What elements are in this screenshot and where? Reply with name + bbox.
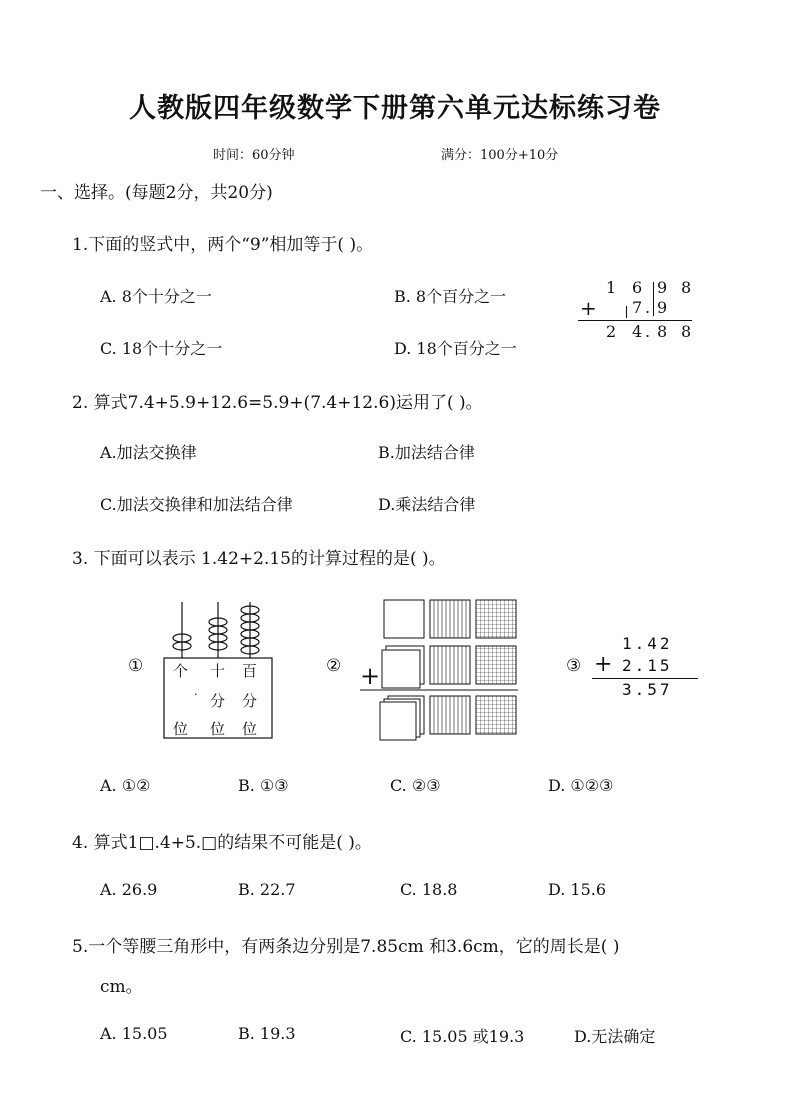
question-5-stem: 5.一个等腰三角形中，有两条边分别是7.85cm 和3.6cm，它的周长是( ) [72, 937, 620, 957]
question-4-stem: 4. 算式1□.4+5.□的结果不可能是( )。 [72, 833, 372, 853]
abacus-label: 分 [210, 692, 226, 710]
abacus-label: 位 [210, 720, 226, 738]
q2-option-b: B.加法结合律 [378, 443, 475, 462]
abacus-label: 个 [173, 662, 189, 680]
figure-3-addend-2: 2.15 [622, 656, 673, 675]
q2-option-a: A.加法交换律 [100, 443, 197, 462]
figure-1-marker: ① [128, 656, 144, 676]
q1-digit: 8 [681, 322, 692, 341]
q1-digit: 9 [657, 298, 668, 317]
q1-circle-marker [626, 306, 627, 318]
q1-digit: 1 [606, 278, 617, 297]
figure-2-plus-sign: + [360, 662, 381, 690]
q1-digit: . [645, 298, 651, 317]
abacus-decimal-point: · [194, 688, 198, 701]
q1-digit: 8 [657, 322, 668, 341]
q1-digit: 7 [632, 298, 643, 317]
q1-option-d: D. 18个百分之一 [394, 339, 517, 358]
abacus-label: 百 [242, 662, 258, 680]
q1-option-c: C. 18个十分之一 [100, 339, 223, 358]
section-heading: 一、选择。(每题2分，共20分) [40, 183, 273, 203]
q3-option-a: A. ①② [100, 776, 151, 795]
q1-digit: 8 [681, 278, 692, 297]
q2-option-c: C.加法交换律和加法结合律 [100, 495, 293, 514]
q4-option-b: B. 22.7 [238, 880, 296, 899]
question-2-stem: 2. 算式7.4+5.9+12.6=5.9+(7.4+12.6)运用了( )。 [72, 393, 483, 413]
q1-option-b: B. 8个百分之一 [394, 287, 507, 306]
figure-3-sum-line [592, 678, 698, 679]
question-1-stem: 1.下面的竖式中，两个“9”相加等于( )。 [72, 235, 374, 255]
q1-circle-marker [653, 282, 654, 316]
q1-plus-sign: + [580, 296, 597, 320]
q1-digit: . [645, 322, 651, 341]
base-ten-blocks-figure [356, 596, 526, 742]
abacus-label: 位 [173, 720, 189, 738]
q3-option-c: C. ②③ [390, 776, 441, 795]
q4-option-c: C. 18.8 [400, 880, 458, 899]
q1-digit: 9 [657, 278, 668, 297]
abacus-label: 分 [242, 692, 258, 710]
q5-option-c: C. 15.05 或19.3 [400, 1027, 525, 1046]
time-limit: 时间：60分钟 [213, 148, 295, 163]
full-score: 满分：100分+10分 [441, 148, 559, 163]
q1-digit: 4 [632, 322, 643, 341]
question-3-stem: 3. 下面可以表示 1.42+2.15的计算过程的是( )。 [72, 549, 446, 569]
q4-option-a: A. 26.9 [100, 880, 158, 899]
abacus-label: 位 [242, 720, 258, 738]
figure-3-result: 3.57 [622, 680, 673, 699]
q5-option-a: A. 15.05 [100, 1024, 168, 1043]
q1-digit: 6 [632, 278, 643, 297]
figure-3-marker: ③ [566, 656, 582, 676]
q3-option-b: B. ①③ [238, 776, 289, 795]
abacus-label: 十 [210, 662, 226, 680]
q4-option-d: D. 15.6 [548, 880, 607, 899]
q1-digit: 2 [606, 322, 617, 341]
figure-2-marker: ② [326, 656, 342, 676]
q1-sum-line [578, 320, 692, 321]
q3-option-d: D. ①②③ [548, 776, 614, 795]
q5-option-d: D.无法确定 [574, 1027, 656, 1046]
q1-option-a: A. 8个十分之一 [100, 287, 212, 306]
figure-3-addend-1: 1.42 [622, 634, 673, 653]
question-5-stem-cont: cm。 [100, 977, 143, 997]
figure-3-plus-sign: + [594, 652, 613, 677]
page-title: 人教版四年级数学下册第六单元达标练习卷 [129, 93, 661, 124]
q5-option-b: B. 19.3 [238, 1024, 296, 1043]
q2-option-d: D.乘法结合律 [378, 495, 476, 514]
